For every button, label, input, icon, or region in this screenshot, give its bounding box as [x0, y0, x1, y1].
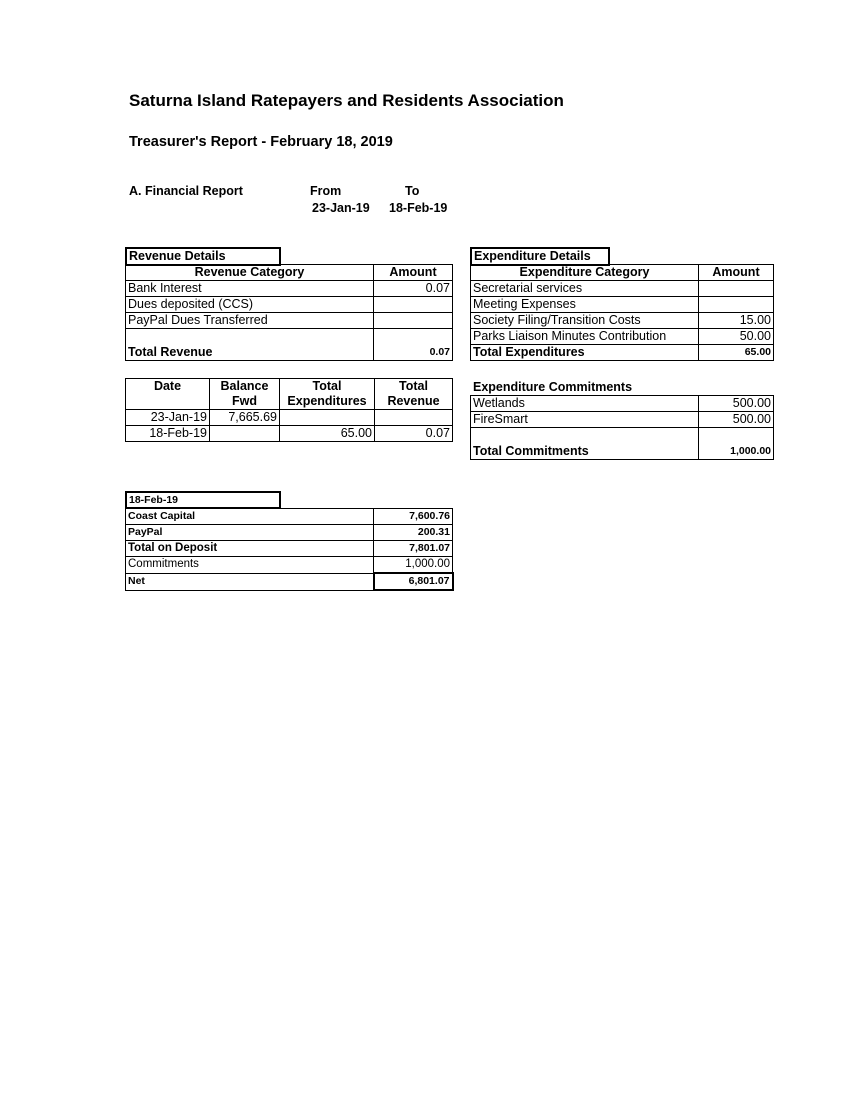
balance-date-header: Date [126, 379, 210, 410]
deposit-amount-cell: 200.31 [374, 525, 453, 541]
balance-table [125, 378, 453, 442]
balance-revenue-cell [375, 410, 453, 426]
expenditure-amount-cell [699, 297, 774, 313]
from-label: From [310, 184, 342, 198]
to-label: To [405, 184, 420, 198]
commitments-total-row [471, 428, 774, 460]
table-row [126, 410, 453, 426]
deposit-amount-cell: 7,600.76 [374, 509, 453, 525]
commitment-name-cell: FireSmart [471, 412, 699, 428]
deposits-date-title: 18-Feb-19 [125, 491, 281, 509]
to-date: 18-Feb-19 [389, 201, 448, 215]
total-expenditures-header-line1: Total [280, 379, 375, 395]
commitment-amount-cell: 500.00 [699, 412, 774, 428]
revenue-table [125, 264, 453, 361]
balance-header-row-1 [126, 379, 453, 395]
report-title: Treasurer's Report - February 18, 2019 [129, 134, 393, 150]
table-row [471, 412, 774, 428]
deposit-net-label: Net [126, 573, 374, 590]
table-row [471, 281, 774, 297]
balance-revenue-cell: 0.07 [375, 426, 453, 442]
table-row [126, 541, 453, 557]
table-row [471, 396, 774, 412]
revenue-total-amount: 0.07 [374, 329, 453, 361]
expenditure-details-title: Expenditure Details [470, 247, 610, 266]
deposit-net-amount: 6,801.07 [374, 573, 453, 590]
balance-fwd-header-line1: Balance [210, 379, 280, 395]
balance-expenditures-cell: 65.00 [280, 426, 375, 442]
table-row [471, 297, 774, 313]
expenditure-amount-cell: 15.00 [699, 313, 774, 329]
deposit-label-cell: Coast Capital [126, 509, 374, 525]
revenue-total-label: Total Revenue [126, 329, 374, 361]
deposit-label-cell: PayPal [126, 525, 374, 541]
revenue-category-cell: Bank Interest [126, 281, 374, 297]
table-row [126, 509, 453, 525]
commitments-total-label: Total Commitments [471, 428, 699, 460]
expenditure-amount-header: Amount [699, 265, 774, 281]
balance-expenditures-cell [280, 410, 375, 426]
table-row [126, 297, 453, 313]
expenditure-amount-cell: 50.00 [699, 329, 774, 345]
revenue-category-cell: Dues deposited (CCS) [126, 297, 374, 313]
revenue-total-row [126, 329, 453, 361]
from-date: 23-Jan-19 [312, 201, 370, 215]
commitment-name-cell: Wetlands [471, 396, 699, 412]
table-row [126, 426, 453, 442]
commitment-amount-cell: 500.00 [699, 396, 774, 412]
commitments-title: Expenditure Commitments [473, 380, 633, 394]
table-row [126, 313, 453, 329]
commitments-table [470, 395, 774, 460]
expenditure-category-header: Expenditure Category [471, 265, 699, 281]
balance-date-cell: 18-Feb-19 [126, 426, 210, 442]
revenue-category-header: Revenue Category [126, 265, 374, 281]
revenue-amount-header: Amount [374, 265, 453, 281]
expenditure-header-row [471, 265, 774, 281]
expenditure-category-cell: Parks Liaison Minutes Contribution [471, 329, 699, 345]
expenditure-amount-cell [699, 281, 774, 297]
table-row [471, 329, 774, 345]
balance-date-cell: 23-Jan-19 [126, 410, 210, 426]
table-row [126, 525, 453, 541]
revenue-category-cell: PayPal Dues Transferred [126, 313, 374, 329]
table-row [126, 573, 453, 590]
revenue-amount-cell [374, 297, 453, 313]
revenue-amount-cell: 0.07 [374, 281, 453, 297]
revenue-amount-cell [374, 313, 453, 329]
table-row [126, 557, 453, 574]
table-row [126, 281, 453, 297]
expenditure-total-label: Total Expenditures [471, 345, 699, 361]
deposit-label-cell: Total on Deposit [126, 541, 374, 557]
total-revenue-header-line1: Total [375, 379, 453, 395]
expenditure-total-amount: 65.00 [699, 345, 774, 361]
expenditure-category-cell: Secretarial services [471, 281, 699, 297]
total-revenue-header-line2: Revenue [375, 394, 453, 410]
expenditure-total-row [471, 345, 774, 361]
total-expenditures-header-line2: Expenditures [280, 394, 375, 410]
revenue-details-title: Revenue Details [125, 247, 281, 266]
deposit-label-cell: Commitments [126, 557, 374, 574]
expenditure-category-cell: Society Filing/Transition Costs [471, 313, 699, 329]
deposit-amount-cell: 7,801.07 [374, 541, 453, 557]
deposits-table [125, 508, 454, 591]
deposit-amount-cell: 1,000.00 [374, 557, 453, 574]
financial-report-label: A. Financial Report [129, 184, 243, 198]
expenditure-category-cell: Meeting Expenses [471, 297, 699, 313]
commitments-total-amount: 1,000.00 [699, 428, 774, 460]
balance-fwd-cell: 7,665.69 [210, 410, 280, 426]
table-row [471, 313, 774, 329]
balance-fwd-cell [210, 426, 280, 442]
revenue-header-row [126, 265, 453, 281]
balance-fwd-header-line2: Fwd [210, 394, 280, 410]
expenditure-table [470, 264, 774, 361]
organization-title: Saturna Island Ratepayers and Residents Association [129, 91, 564, 110]
